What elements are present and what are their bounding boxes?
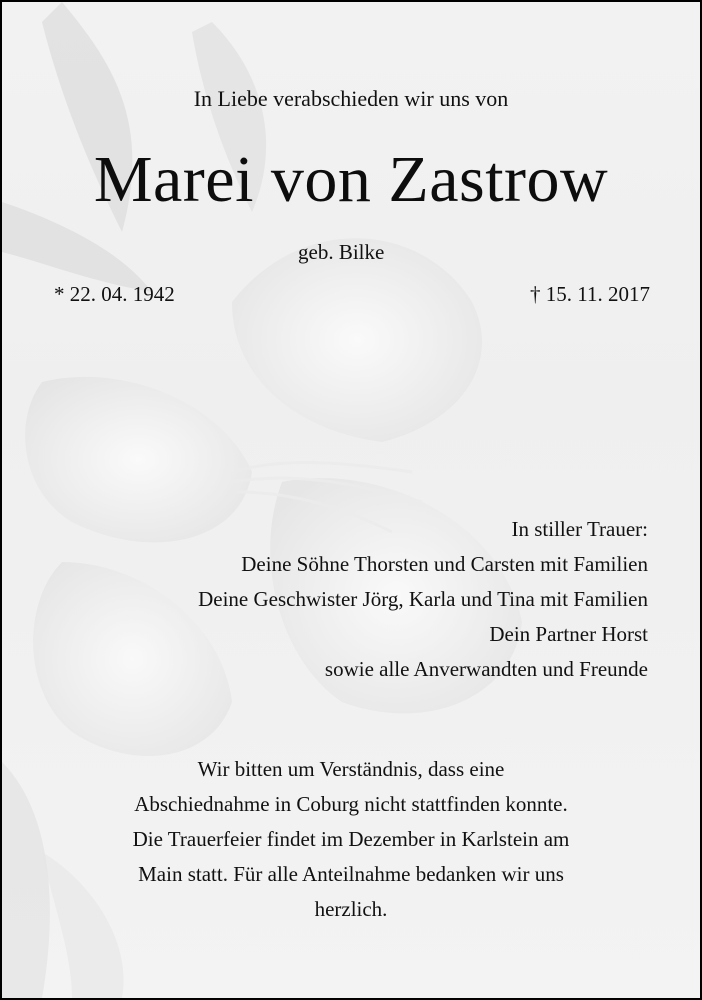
- mourner-line: Deine Geschwister Jörg, Karla und Tina mit Familien: [198, 587, 648, 611]
- closing-line: herzlich.: [314, 897, 388, 921]
- birth-date: * 22. 04. 1942: [54, 282, 175, 306]
- mourners-heading: In stiller Trauer:: [511, 517, 648, 541]
- closing-line: Die Trauerfeier findet im Dezember in Karlstein am: [132, 827, 570, 851]
- closing-line: Abschiednahme in Coburg nicht stattfinden konnte.: [134, 792, 568, 816]
- mourners-block: [198, 512, 648, 687]
- mourner-line: sowie alle Anverwandten und Freunde: [324, 657, 648, 681]
- closing-line: Wir bitten um Verständnis, dass eine: [197, 757, 505, 781]
- intro-line: In Liebe verabschieden wir uns von: [193, 86, 509, 111]
- closing-line: Main statt. Für alle Anteilnahme bedanken wir uns: [138, 862, 564, 886]
- closing-text: [2, 752, 700, 927]
- death-date: † 15. 11. 2017: [530, 282, 650, 306]
- birth-name: geb. Bilke: [298, 240, 385, 264]
- mourner-line: Dein Partner Horst: [489, 622, 648, 646]
- mourner-line: Deine Söhne Thorsten und Carsten mit Familien: [241, 552, 648, 576]
- deceased-name: Marei von Zastrow: [93, 143, 609, 216]
